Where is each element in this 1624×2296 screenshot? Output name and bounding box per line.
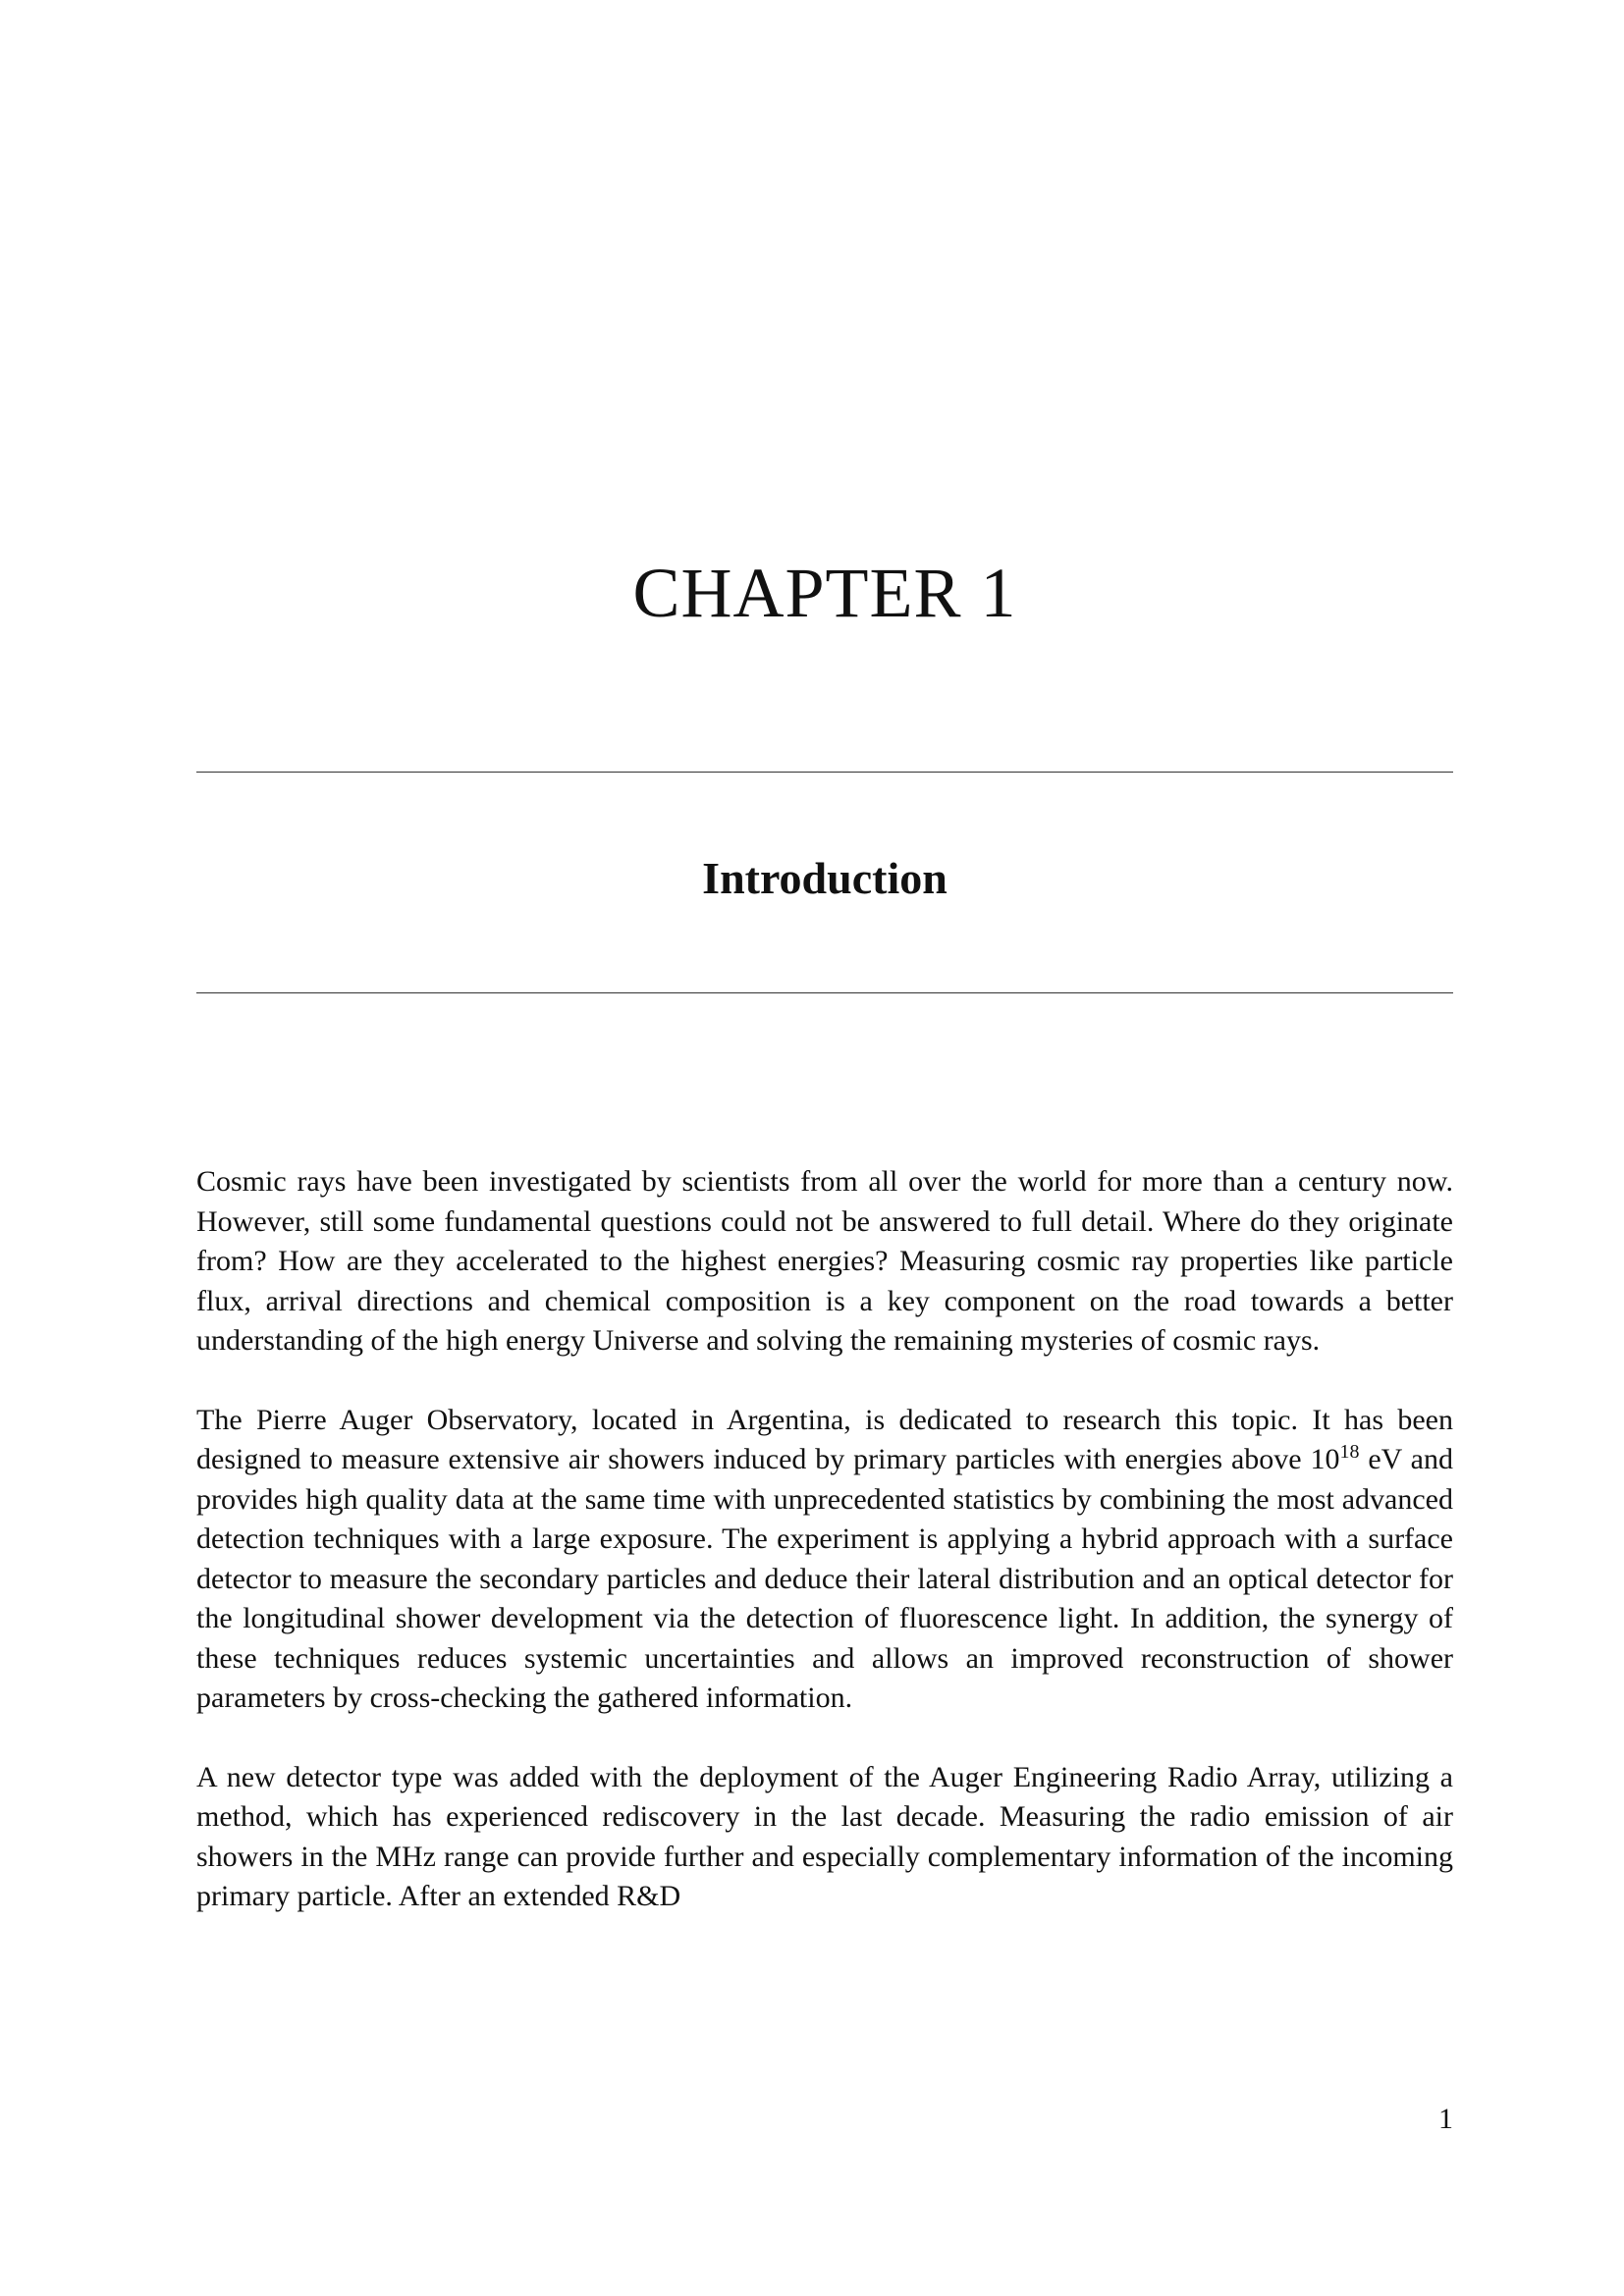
- paragraph-text-before-exponent: The Pierre Auger Observatory, located in Argentina, is dedicated to research this topic. It has been designed to measure extensive air showers induced by primary particles with energies above 10: [196, 1403, 1453, 1475]
- paragraph-text-after-exponent: eV and provides high quality data at the same time with unprecedented statistics by combining the most advanced detection techniques with a large exposure. The experiment is applying a hybrid approach with a surface detector to measure the secondary particles and deduce their lateral distribution and an optical detector for the longitudinal shower development via the detection of fluorescence light. In addition, the synergy of these techniques reduces systemic uncertainties and allows an improved reconstruction of shower parameters by cross-checking the gathered information.: [196, 1443, 1453, 1714]
- chapter-number-heading: CHAPTER 1: [632, 554, 1017, 632]
- chapter-title: Introduction: [702, 853, 947, 903]
- body-text: [196, 1162, 1453, 1956]
- paragraph-cosmic-rays: Cosmic rays have been investigated by scientists from all over the world for more than a century now. However, still some fundamental questions could not be answered to full detail. Where do they originate from? How are they accelerated to the highest energies? Measuring cosmic ray properties like particle flux, arrival directions and chemical composition is a key component on the road towards a better understanding of the high energy Universe and solving the remaining mysteries of cosmic rays.: [196, 1165, 1453, 1357]
- energy-exponent: 18: [1339, 1441, 1360, 1463]
- paragraph-pierre-auger: [196, 1401, 1453, 1719]
- page-number: 1: [1438, 2103, 1453, 2135]
- bottom-divider: [196, 992, 1453, 993]
- top-divider: [196, 772, 1453, 773]
- paragraph-radio-array: A new detector type was added with the deployment of the Auger Engineering Radio Array, utilizing a method, which has experienced rediscovery in the last decade. Measuring the radio emission of air showers in the MHz range can provide further and especially complementary information of the incoming primary particle. After an extended R&D: [196, 1760, 1453, 1912]
